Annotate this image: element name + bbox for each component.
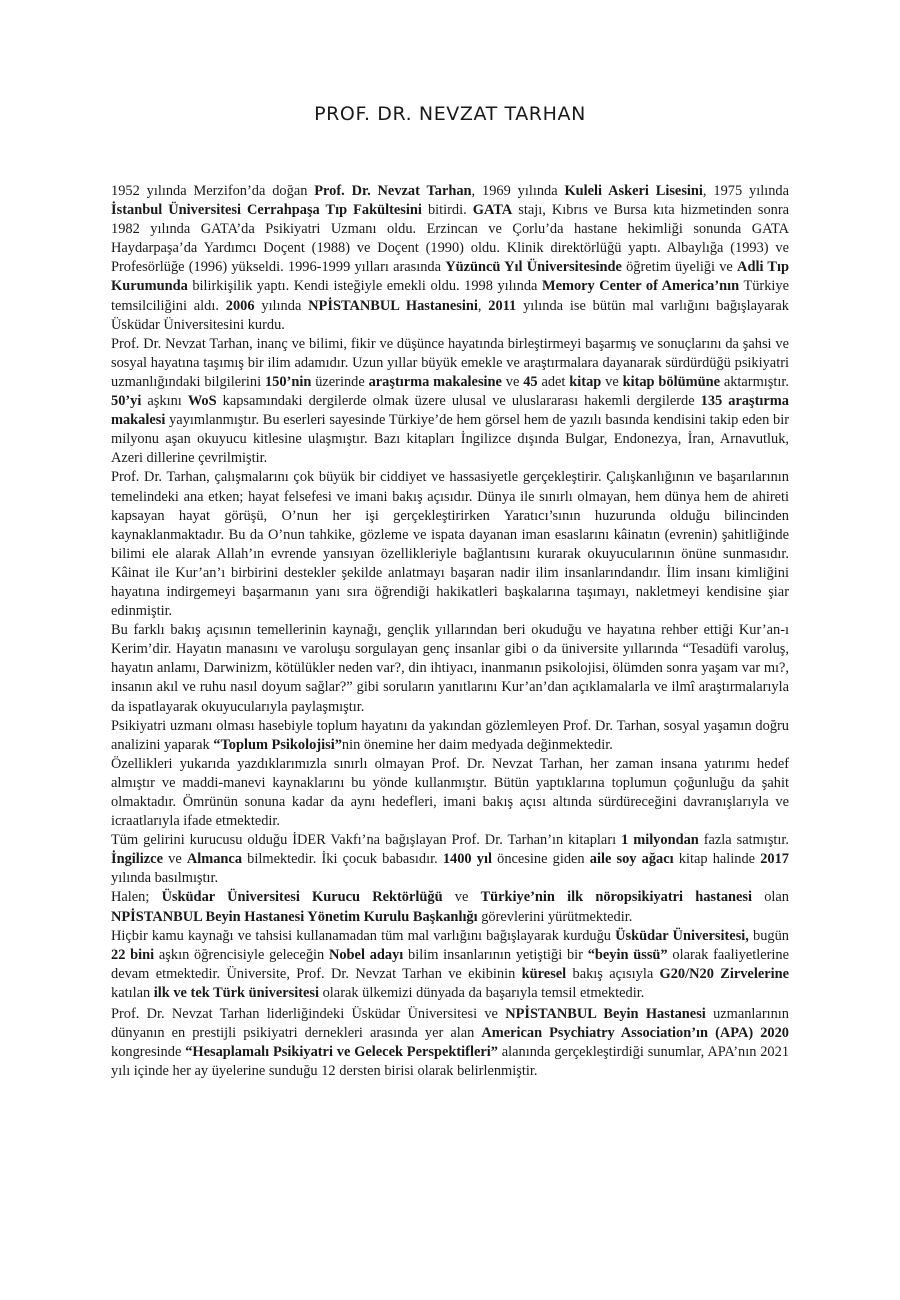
text-run: Psikiyatri uzmanı olması hasebiyle toplum hayatını da yakından gözlemleyen Prof. Dr. Tarhan, sosyal yaşamın doğru analizini yaparak [111,717,789,753]
bold-text-run: İstanbul Üniversitesi Cerrahpaşa Tıp Fakültesini [111,202,422,219]
paragraph-8 [111,888,789,926]
biography-text [111,182,789,1081]
bold-text-run: Kuleli Askeri Lisesini [564,183,703,199]
bold-text-run: 1 milyondan [621,832,699,849]
text-run: ve [601,373,623,390]
bold-text-run: 2011 [488,297,517,314]
text-run: yılında basılmıştır. [111,870,219,887]
page-title: PROF. DR. NEVZAT TARHAN [314,103,586,125]
text-run: stajı, Kıbrıs ve Bursa kıta hizmetinden sonra 1982 yılında GATA’da Psikiyatri Uzmanı oldu. Erzincan ve Çorlu’da hastane hekimliği sonunda GATA Haydarpaşa’da Yardımcı Doçent (1988) ve Doçent (1990) oldu. Klinik direktörlüğü yaptı. Albaylığa (1993) ve Profesörlüğe (1996) yükseldi. 1996-1999 yılları arasında [111,202,790,276]
text-run: adet [537,373,570,390]
text-run: ve [442,889,481,906]
bold-text-run: 1400 yıl [442,851,492,868]
paragraph-9 [111,927,789,1003]
text-run: , [477,297,489,314]
bold-text-run: kitap bölümüne [622,373,720,390]
text-run: üzerinde [311,373,369,390]
bold-text-run: Türkiye’nin ilk nöropsikiyatri hastanesi [480,889,753,906]
bold-text-run: Nobel adayı [328,946,404,963]
text-run: Prof. Dr. Nevzat Tarhan liderliğindeki Üsküdar Üniversitesi ve [111,1006,506,1023]
bold-text-run: araştırma makalesine [368,373,502,390]
text-run: yayımlanmıştır. Bu eserleri sayesinde Türkiye’de hem görsel hem de yazılı basında kendisini takip eden bir milyonu aşan okuyucu kitlesine ulaşmıştır. Bazı kitapları İngilizce dışında Bulgar, Endonezya, İran, Arnavutluk, Azeri dillerine çevrilmiştir. [111,412,789,467]
bold-text-run: 2017 [760,851,789,868]
text-run: aktarmıştır. [719,373,789,390]
text-run: kapsamındaki dergilerde olmak üzere ulusal ve uluslararası hakemli dergilerde [216,393,701,410]
text-run: yılında ise bütün mal varlığını bağışlayarak Üsküdar Üniversitesini kurdu. [111,297,789,333]
paragraph-10 [111,1005,789,1081]
bold-text-run: aile soy ağacı [589,851,674,868]
bold-text-run: 135 araştırma makalesi [111,393,789,429]
text-run: kitap halinde [673,851,761,868]
text-run: olarak faaliyetlerine devam etmektedir. Üniversite, Prof. Dr. Nevzat Tarhan ve ekibinin [111,946,789,982]
text-run: bilirkişilik yaptı. Kendi isteğiyle emekli oldu. 1998 yılında [187,278,542,295]
bold-text-run: “Hesaplamalı Psikiyatri ve Gelecek Perspektifleri” [185,1044,498,1061]
text-run: Tüm gelirini kurucusu olduğu İDER Vakfı’na bağışlayan Prof. Dr. Tarhan’ın kitapları [111,832,622,849]
text-run: olarak ülkemizi dünyada da başarıyla temsil etmektedir. [319,984,645,1001]
text-run: bilim insanlarının yetiştiği bir [403,946,588,963]
text-run: Prof. Dr. Nevzat Tarhan, inanç ve bilimi, fikir ve düşünce hayatında birleştirmeyi başarmış ve sonuçlarını da şahsi ve sosyal hayatına taşımış bir ilim adamıdır. Uzun yıllar büyük emekle ve araştırmalara dayanarak sürdürdüğü psikiyatri uzmanlığındaki bilgilerini [111,335,789,390]
paragraph-7 [111,831,789,888]
text-run: bugün [748,927,790,944]
text-run: görevlerini yürütmektedir. [477,908,633,925]
text-run: Halen; [111,889,162,906]
text-run: yılında [254,297,309,314]
text-run: bakış açısıyla [566,965,660,982]
text-run: aşkını [141,393,188,410]
bold-text-run: NPİSTANBUL Beyin Hastanesi [505,1006,706,1023]
bold-text-run: WoS [187,393,217,410]
paragraph-4 [111,621,789,716]
bold-text-run: kitap [569,373,602,390]
bold-text-run: “Toplum Psikolojisi” [213,736,342,753]
bold-text-run: 50’yi [111,393,142,410]
paragraph-3 [111,468,789,621]
text-run: aşkın öğrencisiyle geleceğin [154,946,329,963]
bold-text-run: Memory Center of America’nın [542,278,740,295]
text-run: Türkiye temsilciliğini aldı. [111,278,790,314]
text-run: , 1969 yılında [471,183,565,199]
bold-text-run: 2006 [225,297,255,314]
text-run: katılan [111,984,154,1001]
text-run: kongresinde [111,1044,186,1061]
bold-text-run: Prof. Dr. Nevzat Tarhan [314,183,472,199]
bold-text-run: “beyin üssü” [587,946,668,963]
text-run: öncesine giden [491,851,590,868]
text-run: bilmektedir. İki çocuk babasıdır. [242,851,443,868]
text-run: 1952 yılında Merzifon’da doğan [111,183,315,199]
bold-text-run: NPİSTANBUL Beyin Hastanesi Yönetim Kurulu Başkanlığı [111,908,478,925]
bold-text-run: İngilizce [111,851,163,868]
bold-text-run: Üsküdar Üniversitesi Kurucu Rektörlüğü [161,889,443,906]
text-run: öğretim üyeliği ve [621,259,738,276]
bold-text-run: 22 bini [111,946,155,963]
text-run: ve [162,851,187,868]
text-run: Hiçbir kamu kaynağı ve tahsisi kullanamadan tüm mal varlığını bağışlayarak kurduğu [111,927,616,944]
bold-text-run: G20/N20 Zirvelerine [659,965,789,982]
bold-text-run: American Psychiatry Association’ın (APA) 2020 [481,1025,789,1042]
bold-text-run: 45 [523,373,538,390]
bold-text-run: Yüzüncü Yıl Üniversitesinde [445,259,622,276]
bold-text-run: NPİSTANBUL Hastanesini [308,297,478,314]
bold-text-run: 150’nin [264,373,312,390]
text-run: Prof. Dr. Tarhan, çalışmalarını çok büyük bir ciddiyet ve hassasiyetle gerçekleştirir. Çalışkanlığının ve başarılarının temelindeki ana etken; hayat felsefesi ve imani bakış açısıdır. Dünya ile sınırlı olmayan, hem dünya hem de ahireti kapsayan hayat görüşü, O’nun her işi gerçekleştirirken Yaratıcı’sının huzurunda olduğu bilincinden kaynaklanmaktadır. Bu da O’nun tahkike, gözleme ve ispata dayanan iman esaslarını kâinatın (evrenin) şahitliğinde bilimi ele alarak Allah’ın evrende yansıyan özellikleriyle bağlantısını kurarak okuyucularının önüne sunmasıdır. Kâinat ile Kur’an’ı birbirini destekler şekilde anlatmayı başaran nadir ilim insanlarındandır. İlim insanı kimliğini hayatına indirgemeyi başarmanın yanı sıra öğrendiği hakikatleri başkalarına taşımayı, nakletmeyi kendisine şiar edinmiştir. [111,469,789,620]
bold-text-run: küresel [521,965,567,982]
text-run: , 1975 yılında [702,183,789,199]
paragraph-1 [111,182,789,335]
paragraph-5 [111,717,789,755]
bold-text-run: Üsküdar Üniversitesi, [615,927,749,944]
text-run: olan [752,889,789,906]
text-run: bitirdi. [421,202,473,219]
text-run: nin önemine her daim medyada değinmektedir. [341,736,613,753]
text-run: uzmanlarının dünyanın en prestijli psikiyatri dernekleri arasında yer alan [111,1006,789,1042]
bold-text-run: Almanca [186,851,243,868]
bold-text-run: ilk ve tek Türk üniversitesi [153,984,320,1001]
text-run: ve [501,373,524,390]
text-run: alanında gerçekleştirdiği sunumlar, APA’nın 2021 yılı içinde her ay üyelerine sunduğu 12 dersten birisi olarak belirlenmiştir. [111,1044,790,1080]
text-run: fazla satmıştır. [698,832,790,849]
text-run: Özellikleri yukarıda yazdıklarımızla sınırlı olmayan Prof. Dr. Nevzat Tarhan, her zaman insana yatırımı hedef almıştır ve maddi-manevi kaynaklarını bu yönde kullanmıştır. Bütün yaptıklarına toplumun çoğunluğu da şahit olmaktadır. Ömrünün sonuna kadar da aynı hedefleri, imani bakış açısı altında sürdüreceğini davranışlarıyla ve icraatlarıyla ifade etmektedir. [111,755,789,830]
bold-text-run: GATA [472,202,513,219]
bold-text-run: Adli Tıp Kurumunda [111,259,789,295]
text-run: Bu farklı bakış açısının temellerinin kaynağı, gençlik yıllarından beri okuduğu ve hayatına rehber ettiği Kur’an-ı Kerim’dir. Hayatın manasını ve varoluşu sorgulayan genç insanlar gibi o da üniversite yıllarında “Tesadüfi varoluş, hayatın anlamı, Darwinizm, kötülükler neden var?, din ihtiyacı, inanmanın psikolojisi, ölümden sonra yaşam var mı?, insanın akıl ve ruhu nasıl doyum sağlar?” gibi soruların yanıtlarını Kur’an’dan açıklamalarla ve ilmî araştırmalarıyla da ispatlayarak okuyucularıyla paylaşmıştır. [111,622,789,715]
paragraph-6 [111,755,789,831]
paragraph-2 [111,335,789,469]
